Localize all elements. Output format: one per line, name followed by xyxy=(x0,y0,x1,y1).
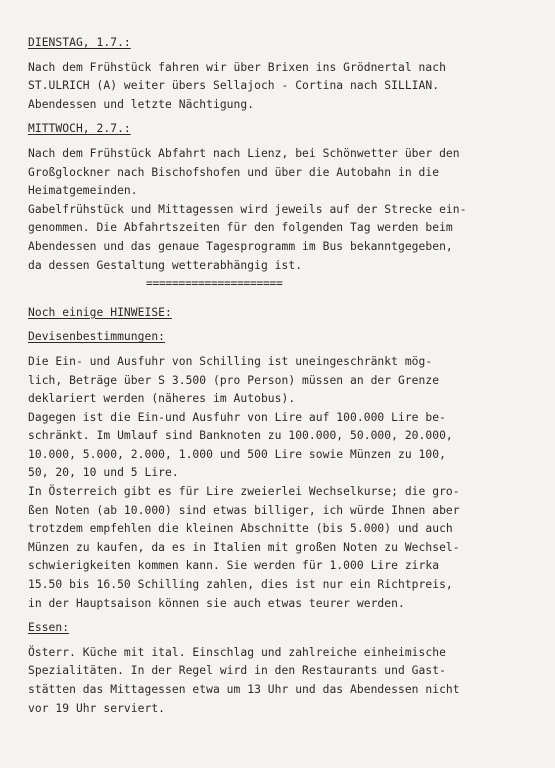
text-line: trotzdem empfehlen die kleinen Abschnitte (bis 5.000) und auch xyxy=(28,522,453,536)
text-line: Heimatgemeinden. xyxy=(28,184,138,198)
text-line: 50, 20, 10 und 5 Lire. xyxy=(28,466,179,480)
text-line: Spezialitäten. In der Regel wird in den Restaurants und Gast- xyxy=(28,664,446,678)
text-line: Abendessen und letzte Nächtigung. xyxy=(28,97,255,111)
text-line: 15.50 bis 16.50 Schilling zahlen, dies ist nur ein Richtpreis, xyxy=(28,578,453,592)
text-line: Großglockner nach Bischofshofen und über die Autobahn in die xyxy=(28,165,440,179)
text-line: in der Hauptsaison können sie auch etwas teurer werden. xyxy=(28,596,405,610)
section-hinweise xyxy=(28,304,535,323)
text-line: da dessen Gestaltung wetterabhängig ist. xyxy=(28,258,303,272)
text-line: genommen. Die Abfahrtszeiten für den folgenden Tag werden beim xyxy=(28,221,453,235)
text-line: ßen Noten (ab 10.000) sind etwas billiger, ich würde Ihnen aber xyxy=(28,503,460,517)
text-line: schränkt. Im Umlauf sind Banknoten zu 100.000, 50.000, 20.000, xyxy=(28,429,453,443)
section-devisen xyxy=(28,328,535,613)
text-line: Nach dem Frühstück Abfahrt nach Lienz, bei Schönwetter über den xyxy=(28,146,460,160)
heading-mittwoch: MITTWOCH, 2.7.: xyxy=(28,122,131,136)
divider-line: ===================== xyxy=(146,277,283,291)
text-line: Österr. Küche mit ital. Einschlag und zahlreiche einheimische xyxy=(28,645,446,659)
text-line: vor 19 Uhr serviert. xyxy=(28,701,166,715)
text-line: lich, Beträge über S 3.500 (pro Person) müssen an der Grenze xyxy=(28,373,440,387)
text-line: deklariert werden (näheres im Autobus). xyxy=(28,392,296,406)
text-line: Münzen zu kaufen, da es in Italien mit großen Noten zu Wechsel- xyxy=(28,540,460,554)
section-essen xyxy=(28,619,535,718)
text-line: Gabelfrühstück und Mittagessen wird jeweils auf der Strecke ein- xyxy=(28,202,467,216)
text-line: Nach dem Frühstück fahren wir über Brixen ins Grödnertal nach xyxy=(28,60,446,74)
heading-hinweise: Noch einige HINWEISE: xyxy=(28,305,172,319)
section-mittwoch xyxy=(28,120,535,293)
text-line: In Österreich gibt es für Lire zweierlei Wechselkurse; die gro- xyxy=(28,485,460,499)
heading-essen: Essen: xyxy=(28,621,70,635)
text-line: ST.ULRICH (A) weiter übers Sellajoch - Cortina nach SILLIAN. xyxy=(28,79,440,93)
text-line: Die Ein- und Ausfuhr von Schilling ist uneingeschränkt mög- xyxy=(28,354,433,368)
section-dienstag xyxy=(28,34,535,114)
heading-dienstag: DIENSTAG, 1.7.: xyxy=(28,36,131,49)
heading-devisen: Devisenbestimmungen: xyxy=(28,330,166,344)
text-line: 10.000, 5.000, 2.000, 1.000 und 500 Lire sowie Münzen zu 100, xyxy=(28,447,446,461)
text-line: Abendessen und das genaue Tagesprogramm im Bus bekanntgegeben, xyxy=(28,239,453,253)
text-line: stätten das Mittagessen etwa um 13 Uhr und das Abendessen nicht xyxy=(28,683,460,696)
text-line: Dagegen ist die Ein-und Ausfuhr von Lire auf 100.000 Lire be- xyxy=(28,410,446,424)
text-line: schwierigkeiten kommen kann. Sie werden für 1.000 Lire zirka xyxy=(28,559,440,573)
